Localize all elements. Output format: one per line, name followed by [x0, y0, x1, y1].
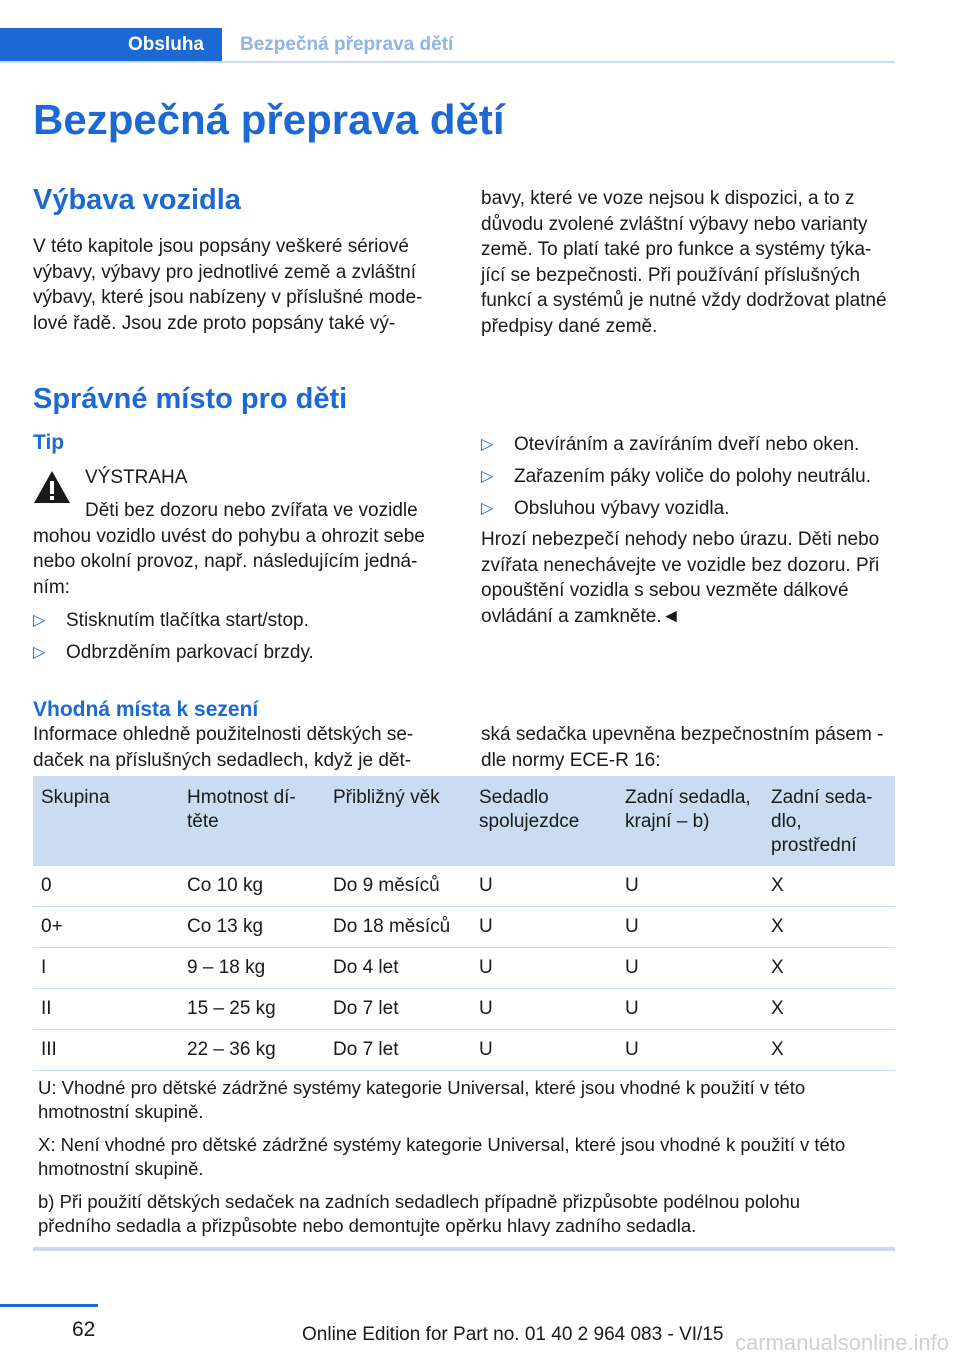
triangle-bullet-icon: ▷ — [33, 612, 46, 629]
footer-accent-line — [0, 1304, 98, 1307]
warning-title: VÝSTRAHA — [85, 467, 188, 488]
table-cell: Do 7 let — [325, 1030, 471, 1071]
section-heading-vhodna-mista: Vhodná místa k sezení — [33, 698, 259, 721]
table-cell: Co 13 kg — [179, 907, 325, 948]
table-row — [33, 907, 895, 948]
section-text-left: V této kapitole jsou popsány veškeré sériové výbavy, výbavy pro jednotlivé země a zvláštní výbavy, které jsou nabízeny v příslušné mode‐lové řadě. Jsou zde proto popsány také vý‐ — [33, 236, 423, 334]
table-cell: U — [471, 989, 617, 1030]
table-cell: X — [763, 1030, 895, 1071]
table-cell: U — [617, 1030, 763, 1071]
table-cell: 0 — [33, 866, 179, 907]
header-bar — [0, 28, 895, 63]
triangle-bullet-icon: ▷ — [481, 436, 494, 453]
table-cell: Do 18 měsíců — [325, 907, 471, 948]
table-row — [33, 866, 895, 907]
table-row — [33, 948, 895, 989]
table-row — [33, 1030, 895, 1071]
table-cell: U — [617, 948, 763, 989]
tip-heading: Tip — [33, 431, 65, 454]
tab-obsluha[interactable]: Obsluha — [0, 28, 222, 61]
watermark: carmanualsonline.info — [735, 1330, 950, 1355]
table-note-u: U: Vhodné pro dětské zádržné systémy kategorie Universal, které jsou vhodné k použití v této hmotnostní skupině. — [38, 1077, 806, 1122]
table-cell: III — [33, 1030, 179, 1071]
column-header: Přibližný věk — [325, 776, 471, 866]
table-cell: X — [763, 907, 895, 948]
table-cell: U — [471, 948, 617, 989]
table-cell: II — [33, 989, 179, 1030]
table-cell: 0+ — [33, 907, 179, 948]
column-header: Hmotnost dí‐těte — [179, 776, 325, 866]
table-cell: 22 – 36 kg — [179, 1030, 325, 1071]
column-header: Sedadlo spolujezdce — [471, 776, 617, 866]
column-header: Zadní seda‐dlo, prostřední — [763, 776, 895, 866]
table-row — [33, 989, 895, 1030]
table-cell: Do 7 let — [325, 989, 471, 1030]
section-end-divider — [33, 1247, 895, 1251]
table-cell: 15 – 25 kg — [179, 989, 325, 1030]
table-cell: U — [471, 866, 617, 907]
table-cell: U — [617, 907, 763, 948]
column-header: Skupina — [33, 776, 179, 866]
seating-text-left: Informace ohledně použitelnosti dětských se‐daček na příslušných sedadlech, když je dět‐ — [33, 724, 414, 771]
warning-text: Děti bez dozoru nebo zvířata ve vozidle mohou vozidlo uvést do pohybu a ohrozit sebe nebo okolní provoz, např. následujícím jedná‐ním: — [33, 500, 425, 598]
table-cell: X — [763, 989, 895, 1030]
table-cell: U — [471, 1030, 617, 1071]
table-cell: U — [617, 866, 763, 907]
triangle-bullet-icon: ▷ — [33, 644, 46, 661]
table-cell: X — [763, 866, 895, 907]
triangle-bullet-icon: ▷ — [481, 500, 494, 517]
section-heading-vybava: Výbava vozidla — [33, 184, 241, 216]
table-note-b: b) Při použití dětských sedaček na zadních sedadlech případně přizpůsobte podélnou polohu předního sedadla a přizpůsobte nebo demontujte opěrku hlavy zadního sedadla. — [38, 1191, 801, 1236]
column-header: Zadní sedadla, krajní – b) — [617, 776, 763, 866]
tab-bezpecna-preprava[interactable]: Bezpečná přeprava dětí — [240, 33, 454, 55]
page-number: 62 — [72, 1318, 96, 1341]
table-cell: X — [763, 948, 895, 989]
seat-suitability-table — [33, 776, 895, 1071]
table-header-row — [33, 776, 895, 866]
table-cell: U — [471, 907, 617, 948]
seating-text-right: ská sedačka upevněna bezpečnostním pásem - dle normy ECE-R 16: — [481, 724, 884, 771]
section-text-right: bavy, které ve voze nejsou k dispozici, a to z důvodu zvolené zvláštní výbavy nebo varianty země. To platí také pro funkce a systémy týka‐jící se bezpečnosti. Při používání příslušných funkcí a systémů je nutné vždy dodržovat platné předpisy dané země. — [481, 188, 887, 337]
table-cell: U — [617, 989, 763, 1030]
table-cell: Do 4 let — [325, 948, 471, 989]
section-heading-spravne-misto: Správné místo pro děti — [33, 383, 348, 415]
warning-conclusion: Hrozí nebezpečí nehody nebo úrazu. Děti nebo zvířata nenechávejte ve vozidle bez dozoru. Při opouštění vozidla s sebou vezměte dálkové ovládání a zamkněte.◄ — [481, 529, 880, 627]
triangle-bullet-icon: ▷ — [481, 468, 494, 485]
table-note-x: X: Není vhodné pro dětské zádržné systémy kategorie Universal, které jsou vhodné k použití v této hmotnostní skupině. — [38, 1134, 846, 1179]
table-cell: Do 9 měsíců — [325, 866, 471, 907]
page-title: Bezpečná přeprava dětí — [33, 96, 505, 143]
table-cell: Co 10 kg — [179, 866, 325, 907]
edition-info: Online Edition for Part no. 01 40 2 964 083 - VI/15 — [302, 1324, 724, 1345]
table-cell: I — [33, 948, 179, 989]
table-cell: 9 – 18 kg — [179, 948, 325, 989]
